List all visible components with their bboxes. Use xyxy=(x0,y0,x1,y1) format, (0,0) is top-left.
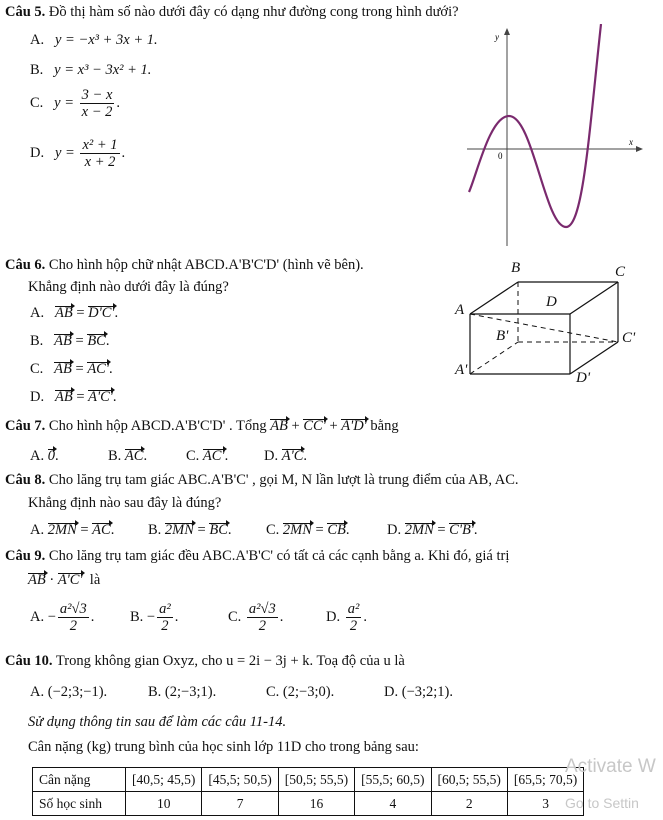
q7-option-c[interactable]: C. AC'. xyxy=(186,448,229,464)
table-cell: [40,5; 45,5) xyxy=(126,768,202,792)
q8-stem-2: Khẳng định nào sau đây là đúng? xyxy=(28,495,222,511)
table-intro: Cân nặng (kg) trung bình của học sinh lớp 11D cho trong bảng sau: xyxy=(28,739,419,755)
q6-option-d[interactable]: D. AB = A'C'. xyxy=(30,389,117,405)
label-Dp: D' xyxy=(576,370,591,386)
q10-option-d[interactable]: D. (−3;2;1). xyxy=(384,684,454,700)
q10-option-c[interactable]: C. (2;−3;0). xyxy=(266,684,335,700)
q8-option-d[interactable]: D. 2MN = C'B'. xyxy=(387,522,478,538)
q6-stem-2: Khẳng định nào dưới đây là đúng? xyxy=(28,279,229,295)
table-cell: 7 xyxy=(202,792,278,816)
table-header: Cân nặng xyxy=(33,768,126,792)
table-cell: [60,5; 55,5) xyxy=(431,768,507,792)
label-B: B xyxy=(511,260,521,276)
settings-watermark: Go to Settin xyxy=(565,795,639,811)
label-Ap: A' xyxy=(455,362,468,378)
activate-watermark: Activate W xyxy=(565,756,656,777)
q9-option-a[interactable]: A. − $\frac{\text{a²√3}}{2}$ . xyxy=(30,601,95,634)
label-A: A xyxy=(455,302,465,318)
y-axis-arrow xyxy=(504,28,510,35)
fraction: $\frac{3 - x}{x - 2}$ xyxy=(81,87,113,120)
x-axis-arrow xyxy=(636,146,643,152)
table-cell: [65,5; 70,5) xyxy=(507,768,583,792)
cubic-curve xyxy=(469,24,601,227)
q6-stem: Câu 6. Cho hình hộp chữ nhật ABCD.A'B'C'D' (hình vẽ bên). xyxy=(5,257,364,273)
q9-option-b[interactable]: B. − $\frac{\text{a²}}{2}$ . xyxy=(130,601,179,634)
cubic-graph xyxy=(465,24,645,250)
table-row xyxy=(33,792,584,816)
q7-stem: Câu 7. Cho hình hộp ABCD.A'B'C'D' . Tổng AB + CC' + A'D' bằng xyxy=(5,418,399,434)
y-axis-label: y xyxy=(495,32,499,42)
q6-option-a[interactable]: A. AB = D'C'. xyxy=(30,305,119,321)
table-cell: 2 xyxy=(431,792,507,816)
q5-option-b[interactable]: B. y = x³ − 3x² + 1. xyxy=(30,62,152,78)
q8-option-a[interactable]: A. 2MN = AC. xyxy=(30,522,115,538)
q7-option-b[interactable]: B. AC. xyxy=(108,448,148,464)
q10-stem: Câu 10. Trong không gian Oxyz, cho u = 2i − 3j + k. Toạ độ của u là xyxy=(5,653,405,669)
table-cell: [50,5; 55,5) xyxy=(278,768,354,792)
q5-option-c[interactable]: C. y = $\frac{3 - x}{x - 2}$ . xyxy=(30,87,121,120)
weight-table xyxy=(32,767,584,816)
q9-stem-2: AB · A'C' là xyxy=(28,572,101,588)
q9-option-d[interactable]: D. $\frac{\text{a²}}{2}$ . xyxy=(326,601,367,634)
table-header: Số học sinh xyxy=(33,792,126,816)
table-cell: 10 xyxy=(126,792,202,816)
table-cell: [45,5; 50,5) xyxy=(202,768,278,792)
q5-stem xyxy=(5,4,459,21)
q8-stem: Câu 8. Cho lăng trụ tam giác ABC.A'B'C' , gọi M, N lần lượt là trung điểm của AB, AC. xyxy=(5,472,519,488)
table-cell: 16 xyxy=(278,792,354,816)
x-axis-label: x xyxy=(629,137,633,147)
label-D: D xyxy=(546,294,557,310)
table-cell: [55,5; 60,5) xyxy=(355,768,431,792)
q6-option-c[interactable]: C. AB = AC'. xyxy=(30,361,113,377)
q8-option-b[interactable]: B. 2MN = BC. xyxy=(148,522,232,538)
table-row xyxy=(33,768,584,792)
table-cell: 4 xyxy=(355,792,431,816)
q7-option-a[interactable]: A. 0. xyxy=(30,448,59,464)
q5-text: Đồ thị hàm số nào dưới đây có dạng như đường cong trong hình dưới? xyxy=(48,4,459,20)
table-cell: 3 xyxy=(507,792,583,816)
q5-label: Câu 5. xyxy=(5,4,46,20)
q5-option-d[interactable]: D. y = $\frac{\text{x² + 1}}{x + 2}$ . xyxy=(30,137,126,170)
q10-option-a[interactable]: A. (−2;3;−1). xyxy=(30,684,108,700)
q8-option-c[interactable]: C. 2MN = CB. xyxy=(266,522,350,538)
q6-option-b[interactable]: B. AB = BC. xyxy=(30,333,110,349)
q7-option-d[interactable]: D. A'C. xyxy=(264,448,307,464)
label-C: C xyxy=(615,264,626,280)
q9-stem: Câu 9. Cho lăng trụ tam giác đều ABC.A'B'C' có tất cả các cạnh bằng a. Khi đó, giá trị xyxy=(5,548,510,564)
fraction: $\frac{\text{x² + 1}}{x + 2}$ xyxy=(82,137,118,170)
cuboid-figure xyxy=(450,256,650,396)
q10-option-b[interactable]: B. (2;−3;1). xyxy=(148,684,217,700)
label-Bp: B' xyxy=(496,328,509,344)
q9-option-c[interactable]: C. $\frac{\text{a²√3}}{2}$ . xyxy=(228,601,284,634)
origin-label: 0 xyxy=(498,151,503,161)
instruction-note: Sử dụng thông tin sau để làm các câu 11-14. xyxy=(28,714,287,730)
label-Cp: C' xyxy=(622,330,636,346)
q5-option-a[interactable]: A. y = −x³ + 3x + 1. xyxy=(30,32,158,48)
